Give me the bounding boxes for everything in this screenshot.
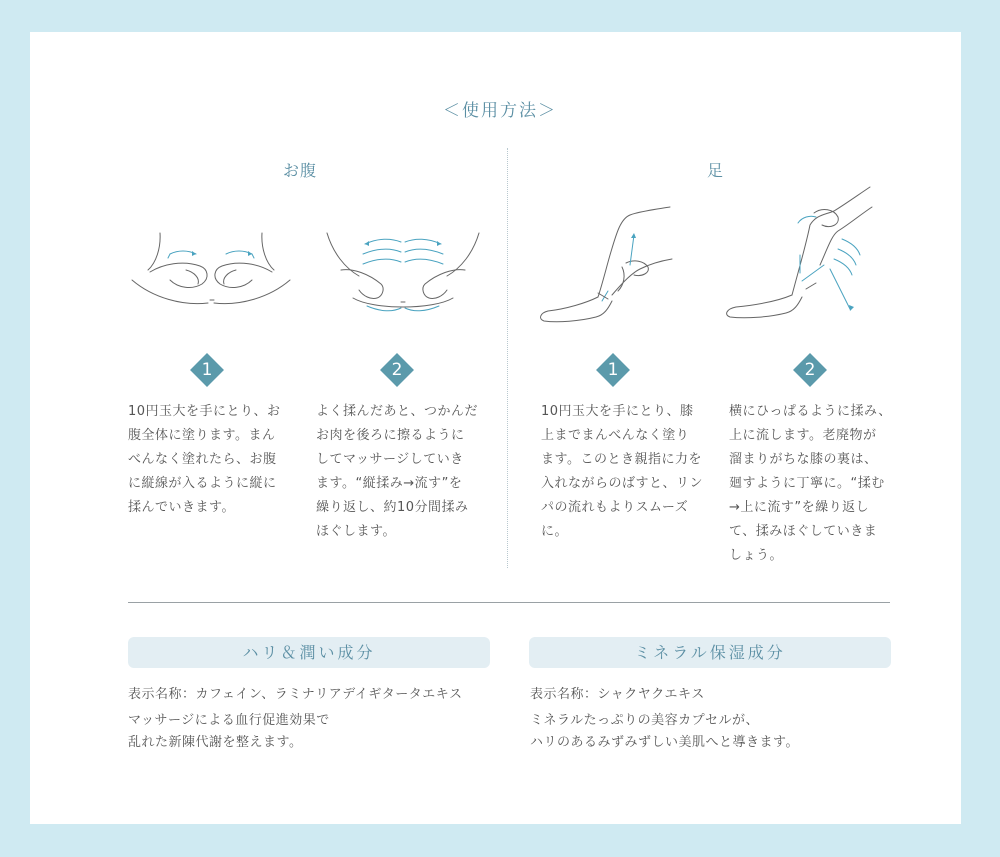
section-title-belly: お腹 [283, 161, 318, 180]
belly-step1-text: 10円玉大を手にとり、お 腹全体に塗ります。まん べんなく塗れたら、お腹 に縦線が入るように縦に 揉んでいきます。 [128, 404, 281, 515]
section-separator [128, 602, 890, 603]
step-number-belly-2: 2 [391, 360, 403, 380]
leg-step1-text: 10円玉大を手にとり、膝 上までまんべんなく塗り ます。このとき親指に力を 入れながらのばすと、リン パの流れもよりスムーズ に。 [541, 404, 704, 539]
ingredient-label-firmness: ハリ＆潤い成分 [128, 637, 490, 668]
step-number-leg-2: 2 [804, 360, 816, 380]
leg-step1-illustration [536, 205, 676, 325]
step-number-belly-1: 1 [201, 360, 213, 380]
page-title: ＜使用方法＞ [443, 101, 557, 121]
leg-step2-text: 横にひっぱるように揉み、 上に流します。老廃物が 溜まりがちな膝の裏は、 廻すように丁寧に。“揉む →上に流す”を繰り返し て、揉みほぐしていきま しょう。 [729, 404, 892, 563]
ingredient-label-mineral: ミネラル保湿成分 [529, 637, 891, 668]
belly-step2-text: よく揉んだあと、つかんだ お肉を後ろに擦るように してマッサージしていき ます。“縦揉み→流す”を 繰り返し、約10分間揉み ほぐします。 [316, 404, 479, 539]
belly-step1-illustration [128, 228, 293, 313]
leg-step2-illustration [720, 185, 880, 325]
step-number-leg-1: 1 [607, 360, 619, 380]
ingredient-desc-firmness: マッサージによる血行促進効果で 乱れた新陳代謝を整えます。 [128, 713, 330, 750]
section-divider [507, 148, 508, 568]
ingredient-name-firmness: 表示名称：カフェイン、ラミナリアデイギタータエキス [128, 687, 463, 702]
ingredient-name-mineral: 表示名称：シャクヤクエキス [530, 687, 705, 702]
ingredient-desc-mineral: ミネラルたっぷりの美容カプセルが、 ハリのあるみずみずしい美肌へと導きます。 [530, 713, 799, 750]
section-title-leg: 足 [707, 161, 725, 180]
belly-step2-illustration [323, 228, 483, 318]
